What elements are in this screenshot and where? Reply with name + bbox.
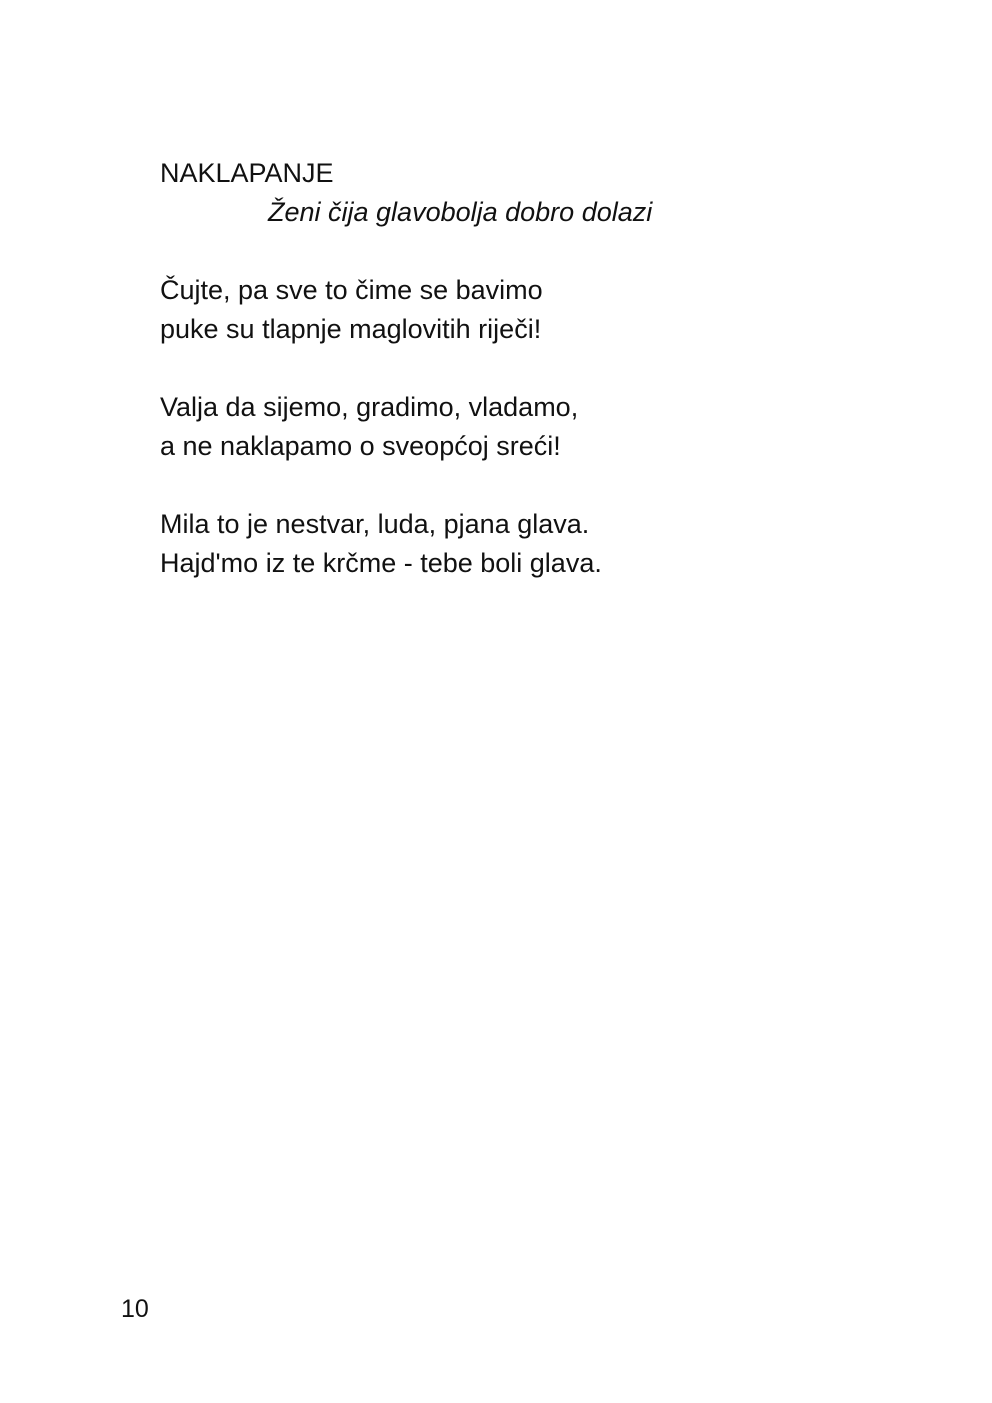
verse-line: Mila to je nestvar, luda, pjana glava. bbox=[160, 509, 590, 539]
poem-dedication: Ženi čija glavobolja dobro dolazi bbox=[268, 197, 653, 227]
verse-line: Hajd'mo iz te krčme - tebe boli glava. bbox=[160, 548, 602, 578]
poem-title: NAKLAPANJE bbox=[160, 158, 334, 188]
page-number: 10 bbox=[121, 1295, 149, 1323]
verse-line: Čujte, pa sve to čime se bavimo bbox=[160, 275, 543, 305]
stanza-gap bbox=[160, 349, 860, 388]
poem bbox=[160, 154, 860, 583]
verse-line: puke su tlapnje maglovitih riječi! bbox=[160, 314, 542, 344]
verse-line: a ne naklapamo o sveopćoj sreći! bbox=[160, 431, 561, 461]
stanza-1 bbox=[160, 271, 860, 349]
stanza-gap bbox=[160, 232, 860, 271]
stanza-gap bbox=[160, 466, 860, 505]
verse-line: Valja da sijemo, gradimo, vladamo, bbox=[160, 392, 579, 422]
stanza-3 bbox=[160, 505, 860, 583]
stanza-2 bbox=[160, 388, 860, 466]
